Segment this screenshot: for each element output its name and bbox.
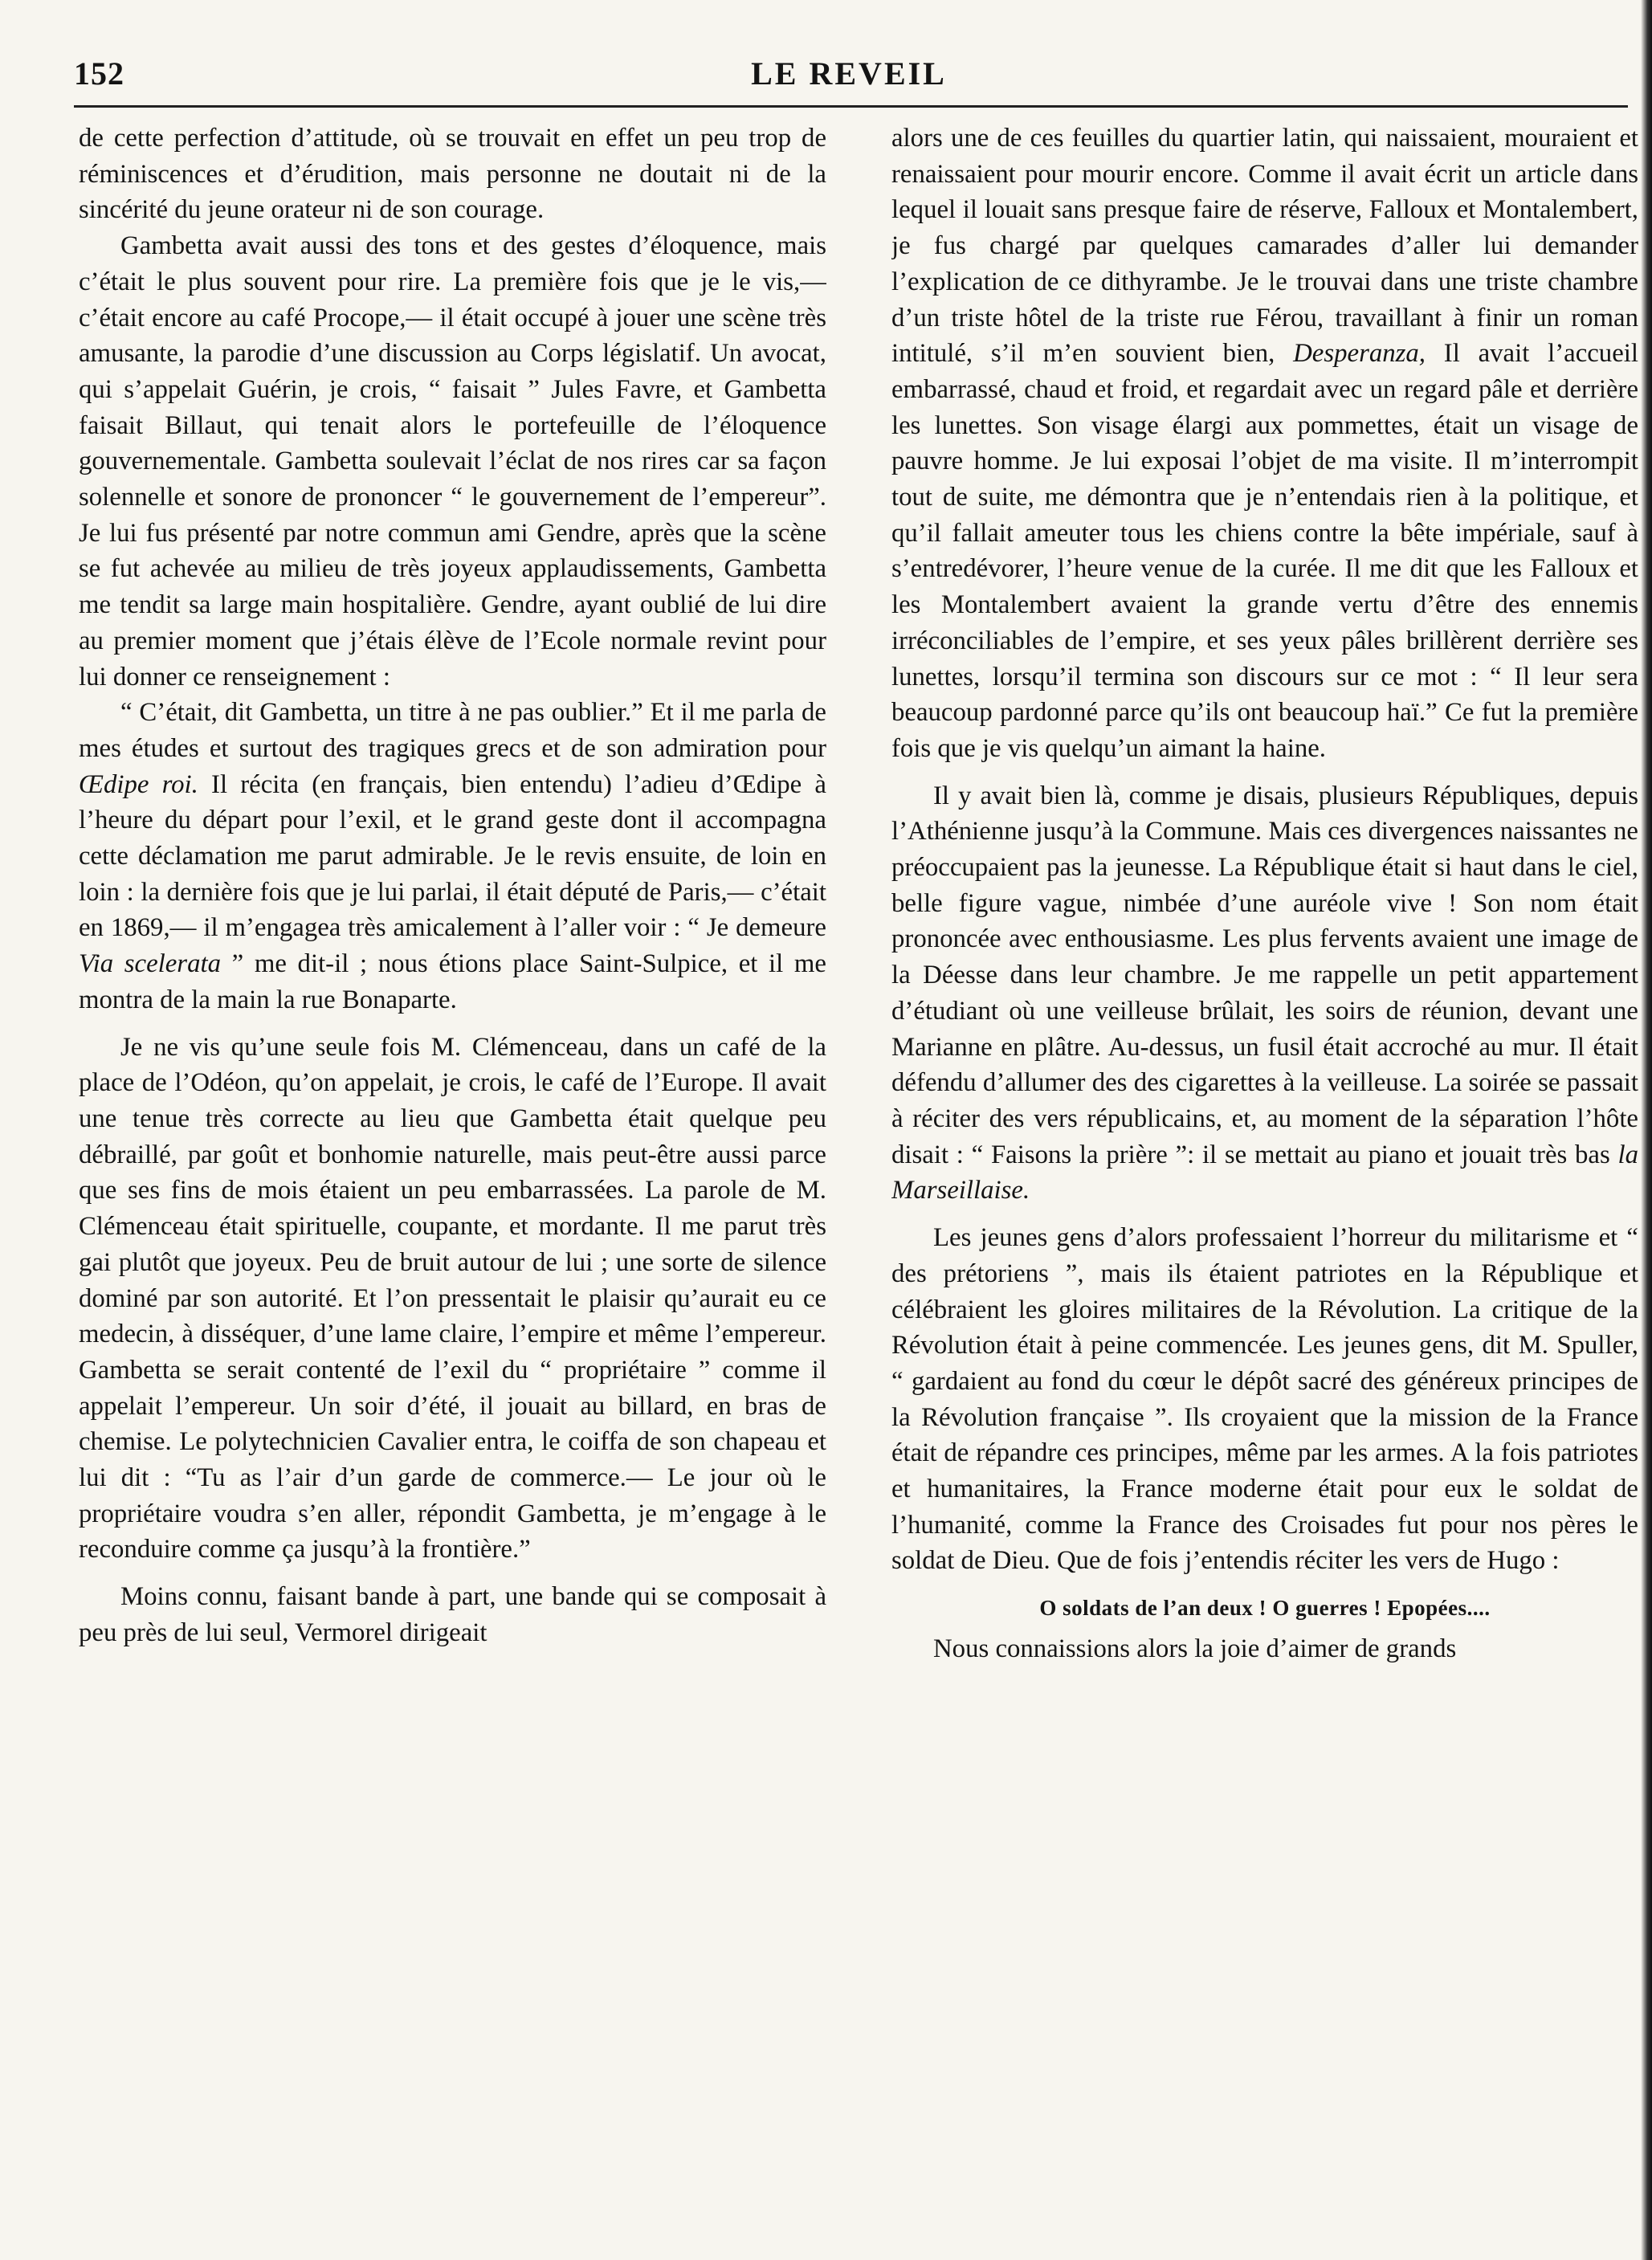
- right-column: [891, 120, 1638, 2201]
- paragraph: Les jeunes gens d’alors professaient l’horreur du militarisme et “ des prétoriens ”, mais ils étaient patriotes en la République et célébraient les gloires militaires de la Révolution. La critique de la Révolution était à peine commencée. Les jeunes gens, dit M. Spuller, “ gardaient au fond du cœur le dépôt sacré des généreux principes de la Révolution française ”. Ils croyaient que la mission de la France était de répandre ces principes, même par les armes. A la fois patriotes et humanitaires, la France moderne était pour eux le soldat de l’humanité, comme la France des Croisades fut pour nos pères le soldat de Dieu. Que de fois j’entendis réciter les vers de Hugo :: [891, 1223, 1638, 1576]
- italic-text: Œdipe roi.: [79, 769, 198, 799]
- paragraph: Gambetta avait aussi des tons et des gestes d’éloquence, mais c’était le plus souvent pour rire. La première fois que je le vis,— c’était encore au café Procope,— il était occupé à jouer une scène très amusante, la parodie d’une discussion au Corps législatif. Un avocat, qui s’appelait Guérin, je crois, “ faisait ” Jules Favre, et Gambetta faisait Billaut, qui tenait alors le portefeuille de l’éloquence gouvernementale. Gambetta soulevait l’éclat de nos rires car sa façon solennelle et sonore de prononcer “ le gouvernement de l’empereur”. Je lui fus présenté par notre commun ami Gendre, après que la scène se fut achevée au milieu de très joyeux applaudissements, Gambetta me tendit sa large main hospitalière. Gendre, ayant oublié de lui dire au premier moment que j’étais élève de l’Ecole normale revint pour lui donner ce renseignement :: [79, 231, 826, 691]
- page-edge-shadow: [1641, 0, 1652, 2260]
- italic-text: Via scelerata: [79, 949, 221, 979]
- text-run: alors une de ces feuilles du quartier latin, qui naissaient, mouraient et renaissaient pour mourir encore. Comme il avait écrit un article dans lequel il louait sans presque faire de réserve, Falloux et Montalembert, je fus chargé par quelques camarades d’aller lui demander l’explication de ce dithyrambe. Je le trouvai dans une triste chambre d’un triste hôtel de la triste rue Férou, travaillant à finir un roman intitulé, s’il m’en souvient bien,: [891, 124, 1638, 369]
- paragraph: [891, 120, 1638, 767]
- page-number: 152: [74, 55, 124, 92]
- verse-quote: O soldats de l’an deux ! O guerres ! Epopées....: [1039, 1596, 1491, 1621]
- running-title: LE REVEIL: [751, 55, 947, 92]
- text-run: ” me dit-il ; nous étions place Saint-Sulpice, et il me montra de la main la rue Bonaparte.: [79, 949, 826, 1014]
- italic-text: la Marseillaise.: [891, 1140, 1638, 1205]
- paragraph: [79, 695, 826, 1018]
- text-run: Il récita (en français, bien entendu) l’adieu d’Œdipe à l’heure du départ pour l’exil, et le grand geste dont il accompagna cette déclamation me parut admirable. Je le revis ensuite, de loin en loin : la dernière fois que je lui parlai, il était député de Paris,— c’était en 1869,— il m’engagea très amicalement à l’aller voir : “ Je demeure: [79, 769, 826, 943]
- page-header: [74, 50, 1624, 106]
- text-run: “ C’était, dit Gambetta, un titre à ne pas oublier.” Et il me parla de mes études et surtout des tragiques grecs et de son admiration pour: [79, 698, 826, 763]
- paragraph: Nous connaissions alors la joie d’aimer de grands: [933, 1634, 1457, 1663]
- paragraph: Moins connu, faisant bande à part, une bande qui se composait à peu près de lui seul, Vermorel dirigeait: [79, 1582, 826, 1647]
- left-column: [79, 120, 826, 2201]
- text-run: Il avait l’accueil embarrassé, chaud et froid, et regardait avec un regard pâle et derrière les lunettes. Son visage élargi aux pommettes, était un visage de pauvre homme. Je lui exposai l’objet de ma visite. Il m’interrompit tout de suite, me démontra que je n’entendais rien à la politique, et qu’il fallait ameuter tous les chiens contre la bête impériale, sauf à s’entredévorer, l’heure venue de la curée. Il me dit que les Falloux et les Montalembert avaient la grande vertu d’être des ennemis irréconciliables de l’empire, et ses yeux pâles brillèrent derrière ses lunettes, lorsqu’il termina son discours sur ce mot : “ Il leur sera beaucoup pardonné parce qu’ils ont beaucoup haï.” Ce fut la première fois que je vis quelqu’un aimant la haine.: [891, 339, 1638, 763]
- paragraph: de cette perfection d’attitude, où se trouvait en effet un peu trop de réminiscences et d’érudition, mais personne ne doutait ni de la sincérité du jeune orateur ni de son courage.: [79, 124, 826, 225]
- italic-text: Desperanza,: [1293, 339, 1426, 369]
- text-run: Il y avait bien là, comme je disais, plusieurs Républiques, depuis l’Athénienne jusqu’à la Commune. Mais ces divergences naissantes ne préoccupaient pas la jeunesse. La République était si haut dans le ciel, belle figure vague, nimbée d’une auréole vive ! Son nom était prononcée avec enthousiasme. Les plus fervents avaient une image de la Déesse dans leur chambre. Je me rappelle un petit appartement d’étudiant où une veilleuse brûlait, les soirs de réunion, devant une Marianne en plâtre. Au-dessus, un fusil était accroché au mur. Il était défendu d’allumer des des cigarettes à la veilleuse. La soirée se passait à réciter des vers républicains, et, au moment de la séparation l’hôte disait : “ Faisons la prière ”: il se mettait au piano et jouait très bas: [891, 781, 1638, 1169]
- header-rule: [74, 105, 1628, 108]
- paragraph: [891, 778, 1638, 1209]
- paragraph: Je ne vis qu’une seule fois M. Clémenceau, dans un café de la place de l’Odéon, qu’on appelait, je crois, le café de l’Europe. Il avait une tenue très correcte au lieu que Gambetta était quelque peu débraillé, par goût et bonhomie naturelle, mais peut-être aussi parce que ses fins de mois étaient un peu embarrassées. La parole de M. Clémenceau était spirituelle, coupante, et mordante. Il me parut très gai plutôt que joyeux. Peu de bruit autour de lui ; une sorte de silence dominé par son autorité. Et l’on pressentait le plaisir qu’aurait eu ce medecin, à disséquer, d’une lame claire, l’empire et même l’empereur. Gambetta se serait contenté de l’exil du “ propriétaire ” comme il appelait l’empereur. Un soir d’été, il jouait au billard, en bras de chemise. Le polytechnicien Cavalier entra, le coiffa de son chapeau et lui dit : “Tu as l’air d’un garde de commerce.— Le jour où le propriétaire voudra s’en aller, répondit Gambetta, je m’engage à le reconduire comme ça jusqu’à la frontière.”: [79, 1032, 826, 1564]
